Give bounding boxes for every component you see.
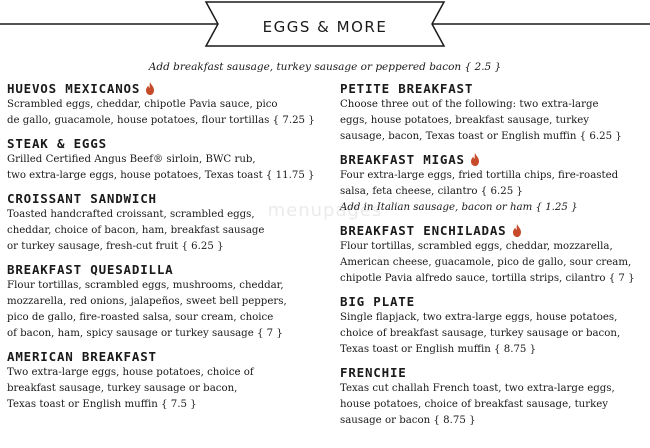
description-line: Texas cut challah French toast, two extra-large eggs, [340, 383, 615, 394]
menu-item [7, 80, 325, 129]
description-line: mozzarella, red onions, jalapeños, sweet bell peppers, [7, 296, 287, 307]
description-line: Texas toast or English muffin { 7.5 } [7, 399, 197, 410]
flame-icon [145, 82, 155, 95]
menu-item-name-text: BREAKFAST MIGAS [340, 152, 465, 167]
description-line: pico de gallo, fire-roasted salsa, sour cream, choice [7, 312, 274, 323]
menu-item-name [7, 348, 325, 365]
description-line: Flour tortillas, scrambled eggs, cheddar, mozzarella, [340, 241, 613, 252]
menu-item-description [340, 97, 644, 145]
menu-item-description [340, 239, 644, 287]
description-line: de gallo, guacamole, house potatoes, flour tortillas { 7.25 } [7, 115, 315, 126]
menu-item-description [7, 207, 325, 255]
section-banner [0, 0, 650, 56]
menu-item [340, 80, 644, 145]
description-line: house potatoes, choice of breakfast sausage, turkey [340, 399, 609, 410]
description-line: Four extra-large eggs, fried tortilla chips, fire-roasted [340, 170, 619, 181]
menu-item-name [340, 364, 644, 381]
menu-item-name [340, 80, 644, 97]
description-line: salsa, feta cheese, cilantro { 6.25 } [340, 186, 523, 197]
description-line: Choose three out of the following: two extra-large [340, 99, 599, 110]
menu-item-name-text: FRENCHIE [340, 365, 407, 380]
menu-item-name [7, 190, 325, 207]
description-line: breakfast sausage, turkey sausage or bacon, [7, 383, 238, 394]
watermark: menupages [267, 200, 383, 221]
menu-item [7, 348, 325, 413]
menu-item [340, 222, 644, 287]
menu-item [7, 135, 325, 184]
menu-item-name-text: STEAK & EGGS [7, 136, 107, 151]
section-title: EGGS & MORE [262, 18, 388, 36]
menu-item-name [340, 151, 644, 168]
menu-item-name-text: AMERICAN BREAKFAST [7, 349, 157, 364]
add-on-note: Add breakfast sausage, turkey sausage or peppered bacon { 2.5 } [148, 61, 502, 73]
menu-item-name-text: PETITE BREAKFAST [340, 81, 474, 96]
menu-item-description [7, 97, 325, 129]
flame-icon [512, 224, 522, 237]
menu-item-name [340, 222, 644, 239]
description-line: two extra-large eggs, house potatoes, Texas toast { 11.75 } [7, 170, 315, 181]
menu-item [340, 364, 644, 429]
menu-item-description [7, 365, 325, 413]
description-line: Toasted handcrafted croissant, scrambled eggs, [7, 209, 255, 220]
menu-item-name-text: HUEVOS MEXICANOS [7, 81, 141, 96]
menu-item-name [7, 80, 325, 97]
description-line: Flour tortillas, scrambled eggs, mushrooms, cheddar, [7, 280, 284, 291]
menu-item-name [7, 135, 325, 152]
menu-item-name-text: BIG PLATE [340, 294, 415, 309]
description-line: eggs, house potatoes, breakfast sausage, turkey [340, 115, 590, 126]
description-line: cheddar, choice of bacon, ham, breakfast sausage [7, 225, 265, 236]
description-line: choice of breakfast sausage, turkey sausage or bacon, [340, 328, 621, 339]
menu-item [340, 151, 644, 216]
description-line: sausage, bacon, Texas toast or English muffin { 6.25 } [340, 131, 622, 142]
description-line: sausage or bacon { 8.75 } [340, 415, 476, 426]
menu-item-description [7, 152, 325, 184]
menu-column-right [340, 80, 644, 435]
menu-item-name-text: BREAKFAST QUESADILLA [7, 262, 174, 277]
description-line: of bacon, ham, spicy sausage or turkey sausage { 7 } [7, 328, 283, 339]
description-line: Grilled Certified Angus Beef® sirloin, BWC rub, [7, 154, 256, 165]
flame-icon [470, 153, 480, 166]
menu-item-name-text: CROISSANT SANDWICH [7, 191, 157, 206]
menu-item [7, 190, 325, 255]
menu-item-description [340, 168, 644, 200]
menu-item-description [340, 381, 644, 429]
menu-item [340, 293, 644, 358]
menu-item-description [340, 310, 644, 358]
menu-item-add-on-note: Add in Italian sausage, bacon or ham { 1.25 } [340, 202, 578, 213]
menu-item-description [7, 278, 325, 342]
menu-item [7, 261, 325, 342]
description-line: American cheese, guacamole, pico de gallo, sour cream, [340, 257, 632, 268]
description-line: Scrambled eggs, cheddar, chipotle Pavia sauce, pico [7, 99, 278, 110]
description-line: chipotle Pavia alfredo sauce, tortilla strips, cilantro { 7 } [340, 273, 635, 284]
menu-item-name [7, 261, 325, 278]
menu-item-name-text: BREAKFAST ENCHILADAS [340, 223, 507, 238]
menu-column-left [7, 80, 325, 419]
menu-item-name [340, 293, 644, 310]
description-line: Texas toast or English muffin { 8.75 } [340, 344, 537, 355]
description-line: Single flapjack, two extra-large eggs, house potatoes, [340, 312, 618, 323]
description-line: or turkey sausage, fresh-cut fruit { 6.25 } [7, 241, 224, 252]
description-line: Two extra-large eggs, house potatoes, choice of [7, 367, 254, 378]
